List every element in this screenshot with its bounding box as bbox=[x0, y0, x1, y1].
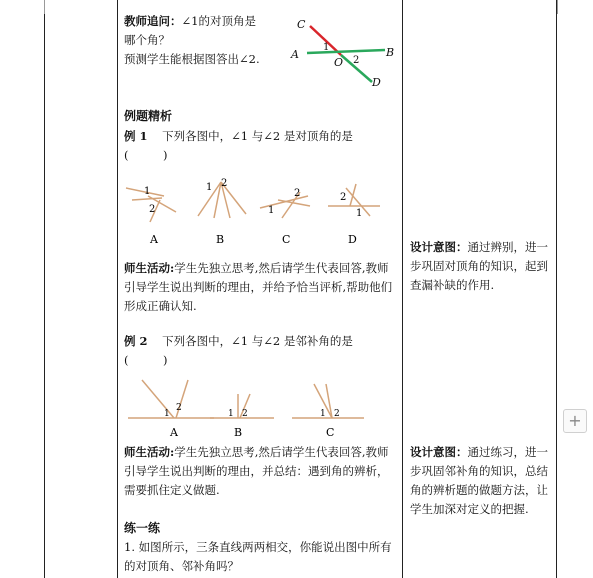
label-A: A bbox=[291, 48, 299, 61]
svg-text:1: 1 bbox=[320, 409, 326, 419]
svg-text:2: 2 bbox=[176, 403, 182, 413]
page-corner-mark-right bbox=[557, 0, 568, 14]
practice-question: 1. 如图所示，三条直线两两相交，你能说出图中所有的对顶角、邻补角吗？ bbox=[124, 540, 392, 573]
svg-text:2: 2 bbox=[221, 178, 228, 189]
label-D: D bbox=[372, 76, 381, 89]
table-border-right bbox=[556, 0, 557, 578]
section-title: 例题精析 bbox=[124, 109, 173, 123]
svg-text:1: 1 bbox=[356, 208, 363, 219]
label-C: C bbox=[297, 18, 306, 31]
example1-option-a: A bbox=[150, 233, 158, 246]
example1-question: 例 1 下列各图中，∠1 与∠2 是对顶角的是 ( ) bbox=[124, 129, 353, 162]
svg-text:1: 1 bbox=[144, 186, 151, 197]
add-button[interactable]: + bbox=[563, 409, 587, 433]
example1-figures bbox=[118, 170, 403, 250]
example2-figures bbox=[118, 372, 403, 440]
svg-text:2: 2 bbox=[294, 188, 301, 199]
table-border-left bbox=[44, 0, 45, 578]
svg-text:1: 1 bbox=[206, 182, 213, 193]
practice-title: 练一练 bbox=[124, 521, 161, 535]
svg-text:1: 1 bbox=[228, 409, 234, 419]
example1-option-d: D bbox=[348, 233, 357, 246]
label-1: 1 bbox=[323, 42, 330, 53]
design-intent-2: 设计意图：通过练习，进一步巩固邻补角的知识，总结角的辨析题的做题方法，让学生加深对定义的把握. bbox=[410, 445, 548, 516]
example2-question: 例 2 下列各图中，∠1 与∠2 是邻补角的是 ( ) bbox=[124, 334, 353, 367]
example2-option-c: C bbox=[326, 426, 335, 439]
design-intent-1: 设计意图：通过辨别，进一步巩固对顶角的知识，起到查漏补缺的作用. bbox=[410, 240, 548, 292]
example2-option-a: A bbox=[170, 426, 178, 439]
svg-text:2: 2 bbox=[334, 409, 340, 419]
example2-figure-a bbox=[128, 380, 214, 419]
table-border-col2 bbox=[402, 0, 403, 578]
svg-text:2: 2 bbox=[149, 204, 156, 215]
label-O: O bbox=[334, 56, 344, 69]
label-2: 2 bbox=[353, 55, 360, 66]
svg-text:1: 1 bbox=[268, 205, 275, 216]
table-border-col1 bbox=[117, 0, 118, 578]
activity1: 师生活动:学生先独立思考,然后请学生代表回答,教师引导学生说出判断的理由，并给予恰当评析,帮助他们形成正确认知. bbox=[124, 261, 393, 313]
example1-figure-a bbox=[126, 186, 176, 222]
example1-figure-d bbox=[328, 184, 380, 219]
intro-figure bbox=[285, 12, 400, 92]
svg-text:2: 2 bbox=[340, 192, 347, 203]
example2-figure-c bbox=[292, 384, 364, 419]
svg-text:1: 1 bbox=[164, 409, 170, 419]
example1-figure-c bbox=[260, 188, 310, 218]
label-B: B bbox=[386, 46, 395, 59]
svg-text:2: 2 bbox=[242, 409, 248, 419]
example1-figure-b bbox=[198, 178, 246, 218]
example1-option-c: C bbox=[282, 233, 291, 246]
example2-figure-b bbox=[210, 394, 274, 419]
teacher-question: 教师追问：∠1的对顶角是 哪个角？ 预测学生能根据图答出∠2. bbox=[124, 14, 260, 66]
page-corner-mark-left bbox=[34, 0, 45, 14]
example2-option-b: B bbox=[234, 426, 243, 439]
activity2: 师生活动:学生先独立思考,然后请学生代表回答,教师引导学生说出判断的理由，并总结：遇到角的辨析，需要抓住定义做题. bbox=[124, 445, 389, 497]
example1-option-b: B bbox=[216, 233, 225, 246]
